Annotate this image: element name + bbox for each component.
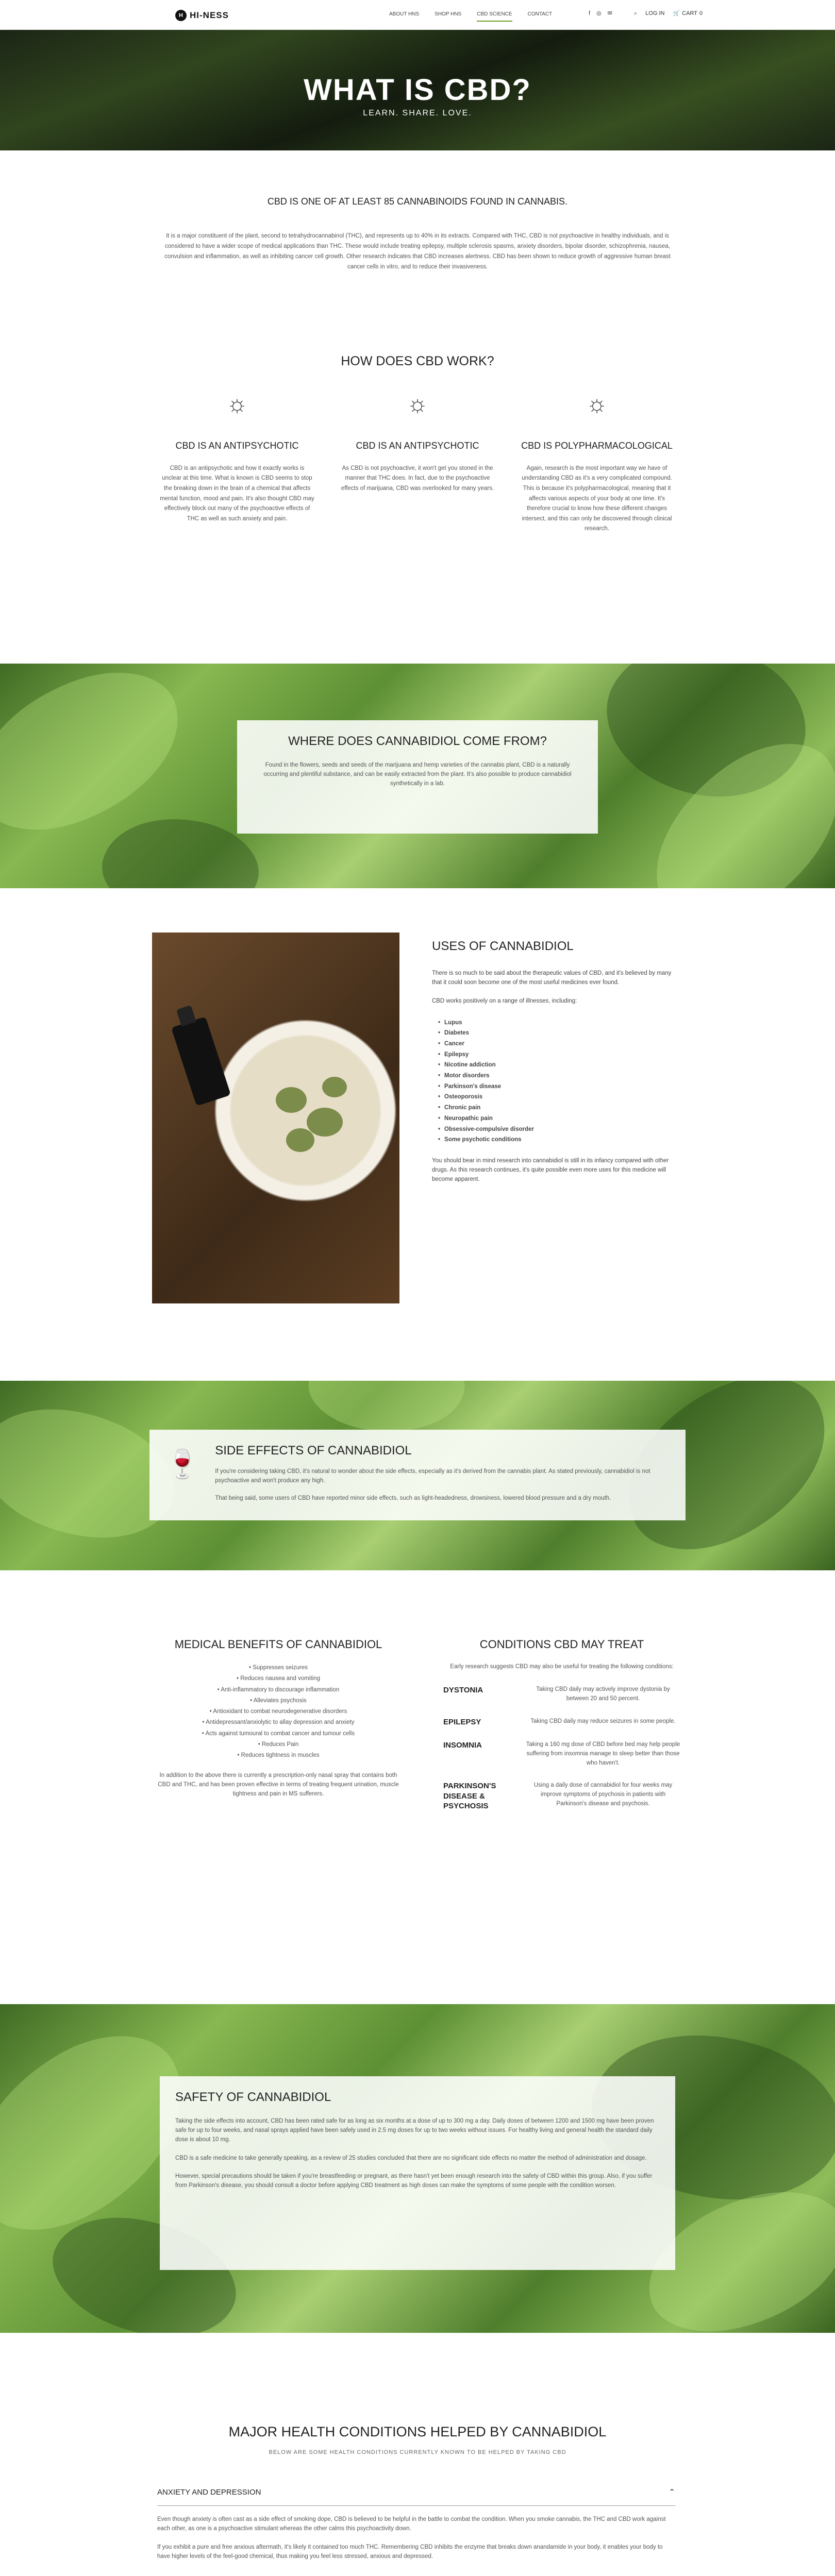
- side-effects-box: [149, 1430, 686, 1520]
- list-item: • Reduces tightness in muscles: [155, 1750, 402, 1761]
- origin-box: [237, 720, 598, 834]
- list-item: • Reduces Pain: [155, 1739, 402, 1750]
- list-item: • Cancer: [438, 1039, 679, 1049]
- side-effects-p1: If you're considering taking CBD, it's natural to wonder about the side effects, especially as it's derived from the cannabis plant. As stated previously, cannabidiol is not psychoactive and won't produce any high.: [215, 1468, 650, 1484]
- sun-icon: ☼: [226, 390, 248, 417]
- header-account: [634, 9, 703, 18]
- nav-shop[interactable]: SHOP HNS: [435, 11, 462, 17]
- conditions-section: [443, 1636, 680, 1825]
- list-item: • Obsessive-compulsive disorder: [438, 1124, 679, 1135]
- work-column-title: CBD IS AN ANTIPSYCHOTIC: [175, 440, 299, 451]
- uses-title: USES OF CANNABIDIOL: [432, 939, 574, 953]
- condition-row: [443, 1717, 680, 1727]
- list-item: • Lupus: [438, 1018, 679, 1028]
- sun-icon: ☼: [406, 390, 429, 417]
- work-column-3: [520, 392, 674, 534]
- condition-name: EPILEPSY: [443, 1717, 481, 1726]
- list-item: • Neuropathic pain: [438, 1113, 679, 1124]
- uses-intro: There is so much to be said about the therapeutic values of CBD, and it's believed by many that it could soon become one of the most useful medicines ever found.: [432, 970, 672, 986]
- conditions-title: CONDITIONS CBD MAY TREAT: [479, 1638, 644, 1651]
- condition-row: [443, 1740, 680, 1768]
- major-health-title: MAJOR HEALTH CONDITIONS HELPED BY CANNABIDIOL: [228, 2424, 607, 2439]
- accordion-body: [157, 2506, 675, 2575]
- list-item: • Suppresses seizures: [155, 1663, 402, 1673]
- accordion-title: ANXIETY AND DEPRESSION: [157, 2488, 261, 2497]
- intro-body: It is a major constituent of the plant, second to tetrahydrocannabinol (THC), and represents up to 40% in its extracts. Compared with THC, CBD is not psychoactive in healthy individuals, and is considered to have a wider scope of medical applications than THC. These would include treating epilepsy, multiple sclerosis spasms, anxiety disorders, bipolar disorder, schizophrenia, nausea, convulsion and inflammation, as well as inhibiting cancer cell growth. Other research indicates that CBD increases alertness. CBD has been shown to reduce growth of aggressive human breast cancer cells in vitro, and to reduce their invasiveness.: [164, 233, 671, 270]
- work-column-text: CBD is an antipsychotic and how it exactly works is unclear at this time. What is known is CBD seems to stop the breaking down in the brain of a chemical that affects mental function, mood and pain. It's also thought CBD may effectively block out many of the psychoactive effects of THC as well as such anxiety and pain.: [160, 465, 314, 522]
- list-item: • Antioxidant to combat neurodegenerative disorders: [155, 1706, 402, 1717]
- benefits-section: [155, 1636, 402, 1799]
- accordion-text: If you exhibit a pure and free anxious aftermath, it's likely it contained too much THC. Remembering CBD inhibits the enzyme that breaks down anandamide in your body, it enables your body to have higher levels of the feel-good chemical, thus making you feel less stressed, anxious and depressed.: [157, 2544, 663, 2560]
- nav-cbd-science[interactable]: CBD SCIENCE: [477, 10, 512, 22]
- work-column-title: CBD IS AN ANTIPSYCHOTIC: [356, 440, 479, 451]
- cart-link[interactable]: [673, 9, 703, 18]
- safety-title: SAFETY OF CANNABIDIOL: [175, 2090, 331, 2104]
- origin-title: WHERE DOES CANNABIDIOL COME FROM?: [288, 734, 547, 748]
- wine-glass-icon: 🍷: [165, 1449, 200, 1480]
- list-item: • Motor disorders: [438, 1071, 679, 1081]
- list-item: • Parkinson's disease: [438, 1081, 679, 1092]
- header-social: [589, 9, 612, 18]
- nav-about[interactable]: ABOUT HNS: [389, 11, 420, 17]
- how-work-title: HOW DOES CBD WORK?: [341, 354, 494, 368]
- side-effects-p2: That being said, some users of CBD have reported minor side effects, such as light-headedness, drowsiness, lowered blood pressure and a dry mouth.: [215, 1495, 611, 1501]
- benefits-list: [155, 1663, 402, 1761]
- accordion-header[interactable]: [157, 2479, 675, 2506]
- work-column-1: [160, 392, 314, 524]
- benefits-title: MEDICAL BENEFITS OF CANNABIDIOL: [174, 1638, 382, 1651]
- hero-subtitle: LEARN. SHARE. LOVE.: [363, 109, 472, 117]
- condition-text: Taking a 160 mg dose of CBD before bed may help people suffering from insomnia manage to sleep better than those who haven't.: [526, 1741, 680, 1766]
- condition-text: Using a daily dose of cannabidiol for four weeks may improve symptoms of psychosis in patients with Parkinson's disease and psychosis.: [533, 1782, 673, 1807]
- instagram-icon[interactable]: ◎: [596, 10, 602, 16]
- safety-p2: CBD is a safe medicine to take generally speaking, as a review of 25 studies concluded that there are no significant side effects no matter the method of administration and dosage.: [175, 2155, 647, 2161]
- logo-text: HI-NESS: [190, 10, 229, 20]
- sun-icon: ☼: [586, 390, 608, 417]
- condition-row: [443, 1781, 680, 1811]
- work-column-2: [340, 392, 495, 494]
- main-nav: [389, 10, 552, 22]
- side-effects-title: SIDE EFFECTS OF CANNABIDIOL: [215, 1444, 412, 1458]
- condition-name: PARKINSON'S DISEASE & PSYCHOSIS: [443, 1782, 496, 1811]
- safety-p1: Taking the side effects into account, CBD has been rated safe for as long as six months at a dose of up to 300 mg a day. Daily doses of between 1200 and 1500 mg have been proven safe for up to four weeks, and nasal sprays applied have been safely used in 2.5 mg doses for up to two weeks without issues. For healthy living and general health the standard daily dose is about 10 mg.: [175, 2118, 654, 2143]
- work-column-text: As CBD is not psychoactive, it won't get you stoned in the manner that THC does. In fact, due to the psychoactive effects of marijuana, CBD was overlooked for many years.: [341, 465, 494, 492]
- site-header: [0, 0, 835, 30]
- login-link[interactable]: LOG IN: [645, 10, 665, 16]
- search-icon[interactable]: ⌕: [634, 10, 638, 16]
- origin-band: [0, 664, 835, 888]
- condition-text: Taking CBD daily may reduce seizures in some people.: [530, 1718, 676, 1724]
- list-item: • Acts against tumoural to combat cancer and tumour cells: [155, 1728, 402, 1739]
- list-item: • Nicotine addiction: [438, 1060, 679, 1071]
- cart-icon: 🛒: [673, 10, 680, 16]
- list-item: • Diabetes: [438, 1028, 679, 1039]
- intro-title: CBD IS ONE OF AT LEAST 85 CANNABINOIDS FOUND IN CANNABIS.: [267, 196, 568, 207]
- condition-name: DYSTONIA: [443, 1685, 483, 1694]
- work-column-text: Again, research is the most important way we have of understanding CBD as it's a very complicated compound. This is because it's polypharmacological, meaning that it affects various aspects of your body at one time. It's therefore crucial to know how these different changes intersect, and this can only be discovered through clinical research.: [522, 465, 672, 532]
- chevron-up-icon: ⌃: [669, 2488, 675, 2497]
- uses-lead: CBD works positively on a range of illnesses, including:: [432, 997, 577, 1004]
- logo[interactable]: [175, 9, 229, 22]
- uses-list: [438, 1018, 679, 1145]
- safety-box: [160, 2076, 675, 2270]
- cbd-product-photo: [152, 933, 399, 1303]
- cart-label: CART: [682, 10, 697, 16]
- accordion-item: [157, 2479, 675, 2576]
- hero-title: WHAT IS CBD?: [304, 73, 531, 107]
- list-item: • Epilepsy: [438, 1049, 679, 1060]
- work-column-title: CBD IS POLYPHARMACOLOGICAL: [521, 440, 673, 451]
- logo-mark-icon: H: [175, 10, 187, 21]
- list-item: • Some psychotic conditions: [438, 1134, 679, 1145]
- hero-banner: [0, 30, 835, 150]
- facebook-icon[interactable]: f: [589, 10, 591, 16]
- list-item: • Anti-inflammatory to discourage inflammation: [155, 1685, 402, 1696]
- side-effects-band: [0, 1381, 835, 1570]
- cart-count: 0: [699, 10, 703, 16]
- list-item: • Reduces nausea and vomiting: [155, 1673, 402, 1684]
- safety-band: [0, 2004, 835, 2333]
- list-item: • Osteoporosis: [438, 1092, 679, 1103]
- list-item: • Chronic pain: [438, 1103, 679, 1113]
- major-health-subtitle: BELOW ARE SOME HEALTH CONDITIONS CURRENTLY KNOWN TO BE HELPED BY TAKING CBD: [269, 2449, 566, 2455]
- conditions-lead: Early research suggests CBD may also be useful for treating the following conditions:: [450, 1664, 674, 1670]
- list-item: • Alleviates psychosis: [155, 1696, 402, 1706]
- condition-text: Taking CBD daily may actively improve dystonia by between 20 and 50 percent.: [536, 1686, 670, 1702]
- uses-closing: You should bear in mind research into cannabidiol is still in its infancy compared with other drugs. As this research continues, it's quite possible even more uses for this medicine will become apparent.: [432, 1157, 669, 1182]
- nav-contact[interactable]: CONTACT: [527, 11, 553, 17]
- safety-p3: However, special precautions should be taken if you're breastfeeding or pregnant, as there hasn't yet been enough research into the safety of CBD within this group. Also, if you suffer from Parkinson's disease, you should consult a doctor before applying CBD treatment as high doses can make the symptoms of some people with the condition worsen.: [175, 2173, 653, 2189]
- origin-text: Found in the flowers, seeds and seeds of the marijuana and hemp varieties of the cannabis plant, CBD is a naturally occurring and plentiful substance, and can be easily extracted from the plant. It's also possible to produce cannabidiol synthetically in a lab.: [263, 762, 572, 787]
- oil-bottle-image: [171, 1016, 231, 1106]
- uses-section: [432, 937, 679, 1184]
- condition-name: INSOMNIA: [443, 1741, 482, 1750]
- email-icon[interactable]: ✉: [607, 10, 612, 16]
- condition-row: [443, 1685, 680, 1704]
- list-item: • Antidepressant/anxiolytic to allay depression and anxiety: [155, 1717, 402, 1728]
- accordion-text: Even though anxiety is often cast as a side effect of smoking dope, CBD is believed to be helpful in the battle to combat the condition. When you smoke cannabis, the THC and CBD work against each other, as one is a psychoactive stimulant whereas the other calms this psychoactivity down.: [157, 2516, 666, 2532]
- benefits-text: In addition to the above there is currently a prescription-only nasal spray that contains both CBD and THC, and has been proven effective in terms of treating frequent urination, muscle tightness and pain in MS sufferers.: [158, 1772, 399, 1798]
